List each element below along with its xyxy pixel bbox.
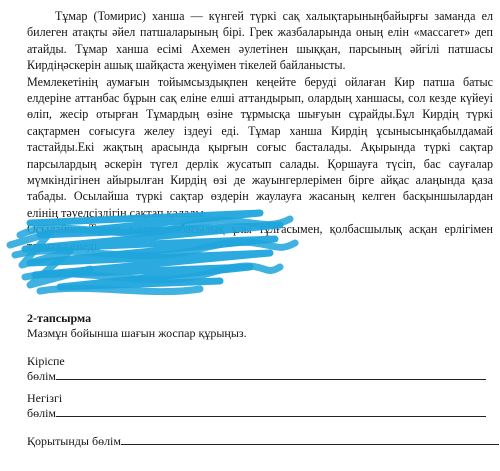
paragraph-war: Мемлекетінің аумағын тойымсыздықпен кеңейте беруді ойлаған Кир патша батыс елдеріне аттанбас бұрын сақ еліне елші аттандырып, олардың ханшасы, сол кезде күйеуі өліп, жесір отырған Тұмардың өзіне тұрмысқа шығуын сұрайды.Бұл Кирдің түркі сақтармен соғысуға желеу іздеуі еді. Тұмар ханша Кирдің ұсынысынқабылдамай тастайды.Екі жақтың арасында қырғын соғыс басталады. Ақырында түркі сақтар парсылардың әскерін түгел дерлік жусатып салады. Қоршауға түсіп, бас сауғалар мүмкіндігінен айырылған Кирдің өзі де жауынгерлерімен бірге айқас алаңында қаза табады. Осылайша түркі сақтар өздерін жаулауға жасаның келген басқыншылардан елінің тәуелсіздігін сақтап қалады. xyxy=(27,74,493,220)
scribble-redaction xyxy=(0,205,300,300)
plan-main-answer-line[interactable] xyxy=(56,405,486,417)
plan-intro-label: бөлім xyxy=(27,369,57,383)
plan-main-row xyxy=(27,405,486,421)
plan-conclusion-row xyxy=(27,433,499,449)
task-instruction: Мазмұн бойынша шағын жоспар құрыңыз. xyxy=(27,326,247,340)
plan-intro-word: Кіріспе xyxy=(27,354,65,368)
paragraph-intro: Тұмар (Томирис) ханша — күнгей түркі сақ халықтарыныңбайырғы заманда ел билеген атақты әйел патшаларының бірі. Грек жазбаларында оның елін «массагет» деп атайды. Тұмар ханша есімі Ахемен әулетінен шыққан, парсының әйгілі патшасы Кирдіңәскерін ашық шайқаста жеңуімен тікелей байланысты. xyxy=(27,9,493,73)
plan-conclusion-answer-line[interactable] xyxy=(121,433,499,445)
plan-intro-row xyxy=(27,368,486,384)
plan-main-label: бөлім xyxy=(27,406,57,420)
scribble-stroke xyxy=(40,288,200,291)
paragraph-conclusion: Осылайша Тұмар ханша елбасылық ұлы тұлғасымен, қолбасшылық асқан ерлігімен тарихқа енеді. xyxy=(27,222,493,253)
plan-intro-answer-line[interactable] xyxy=(56,368,486,380)
task-block xyxy=(27,311,493,341)
plan-conclusion-label: Қорытынды бөлім xyxy=(27,434,121,448)
task-title: 2-тапсырма xyxy=(27,311,92,325)
plan-main-word: Негізгі xyxy=(27,391,63,405)
